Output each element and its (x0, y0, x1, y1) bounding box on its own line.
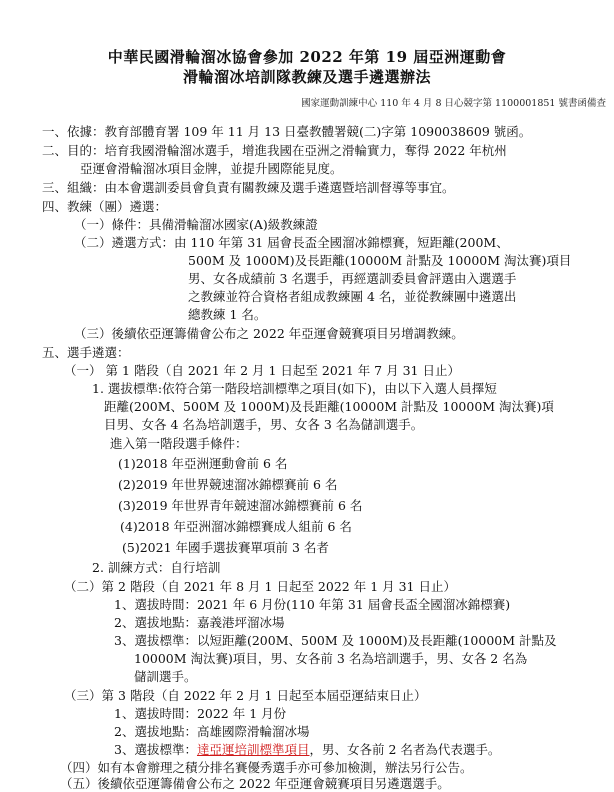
coach-method-line2: 500M 及 1000M)及長距離(10000M 計點及 10000M 淘汰賽)項目 (188, 253, 572, 268)
coach-additional: （三）後續依亞運籌備會公布之 2022 年亞運會競賽項目另增調教練。 (74, 326, 464, 341)
phase3-criteria-label: 3、選拔標準： (114, 742, 197, 757)
phase3-time: 1、選拔時間：2022 年 1 月份 (114, 706, 287, 721)
phase2-criteria-line2: 10000M 淘汰賽)項目，男、女各前 3 名為培訓選手，男、女各 2 名為 (134, 651, 528, 666)
coach-method-line4: 之教練並符合資格者組成教練團 4 名，並從教練團中遴選出 (188, 289, 517, 304)
page-title-line2: 滑輪溜冰培訓隊教練及選手遴選辦法 (182, 68, 431, 86)
phase1-heading: （一） 第 1 階段（自 2021 年 2 月 1 日起至 2021 年 7 月 31 日止） (64, 363, 460, 378)
phase2-criteria: 3、選拔標準：以短距離(200M、500M 及 1000M)及長距離(10000M 計點及 (114, 633, 557, 648)
section-ranking-athletes: （四）如有本會辦理之積分排名賽優秀選手亦可參加檢測，辦法另行公告。 (60, 760, 473, 775)
phase1-conditions-heading: 進入第一階段選手條件： (110, 436, 248, 451)
phase2-time: 1、選拔時間：2021 年 6 月份(110 年第 31 屆會長盃全國溜冰錦標賽) (114, 597, 511, 612)
phase1-condition-item: (4)2018 年亞洲溜冰錦標賽成人組前 6 名 (120, 519, 352, 534)
phase2-heading: （二）第 2 階段（自 2021 年 8 月 1 日起至 2022 年 1 月 31 日止） (64, 579, 456, 594)
section-basis: 一、依據：教育部體育署 109 年 11 月 13 日臺教體署競(二)字第 1090038609 號函。 (42, 124, 532, 139)
phase3-criteria-highlight: 達亞運培訓標準項目 (196, 742, 310, 757)
phase2-criteria-line3: 儲訓選手。 (134, 669, 197, 684)
phase3-heading: （三）第 3 階段（自 2022 年 2 月 1 日起至本屆亞運結束日止） (64, 688, 427, 703)
phase3-criteria (114, 742, 500, 758)
section-additional-athletes: （五）後續依亞運籌備會公布之 2022 年亞運會競賽項目另遴選選手。 (60, 776, 450, 791)
phase1-training-method: 2. 訓練方式：自行培訓 (92, 560, 221, 575)
page-title-line1: 中華民國滑輪溜冰協會參加 2022 年第 19 屆亞洲運動會 (107, 48, 507, 66)
reference-note: 國家運動訓練中心 110 年 4 月 8 日心競字第 1100001851 號書函備查 (301, 98, 606, 109)
phase3-criteria-rest: ，男、女各前 2 名者為代表選手。 (309, 742, 501, 757)
section-organization: 三、組織：由本會選訓委員會負責有關教練及選手遴選暨培訓督導等事宜。 (42, 180, 455, 195)
phase1-condition-item: (2)2019 年世界競速溜冰錦標賽前 6 名 (118, 477, 338, 492)
phase1-condition-item: (3)2019 年世界青年競速溜冰錦標賽前 6 名 (118, 498, 363, 513)
coach-condition: （一）條件：具備滑輪溜冰國家(A)級教練證 (74, 217, 318, 232)
phase1-condition-item: (5)2021 年國手選拔賽單項前 3 名者 (122, 540, 329, 555)
section-coach-selection: 四、教練（團）遴選： (42, 199, 168, 214)
section-athlete-selection: 五、選手遴選： (42, 345, 130, 360)
phase2-location: 2、選拔地點：嘉義港坪溜冰場 (114, 615, 285, 630)
section-purpose: 二、目的：培育我國滑輪溜冰選手，增進我國在亞洲之滑輪實力，奪得 2022 年杭州 (42, 143, 507, 158)
phase1-criteria-line2: 距離(200M、500M 及 1000M)及長距離(10000M 計點及 10000M 淘汰賽)項 (104, 399, 554, 414)
coach-method-line3: 男、女各成績前 3 名選手，再經選訓委員會評選由入選選手 (188, 271, 517, 286)
phase1-criteria-line3: 目男、女各 4 名為培訓選手，男、女各 3 名為儲訓選手。 (104, 417, 424, 432)
phase1-criteria: 1. 選拔標準:依符合第一階段培訓標準之項目(如下)，由以下入選人員擇短 (92, 381, 497, 396)
coach-method-line5: 總教練 1 名。 (188, 307, 267, 322)
phase1-condition-item: (1)2018 年亞洲運動會前 6 名 (118, 456, 288, 471)
section-purpose-cont: 亞運會滑輪溜冰項目金牌，並提升國際能見度。 (80, 161, 343, 176)
coach-method: （二）遴選方式：由 110 年第 31 屆會長盃全國溜冰錦標賽，短距離(200M、 (74, 235, 509, 250)
phase3-location: 2、選拔地點：高雄國際滑輪溜冰場 (114, 724, 310, 739)
